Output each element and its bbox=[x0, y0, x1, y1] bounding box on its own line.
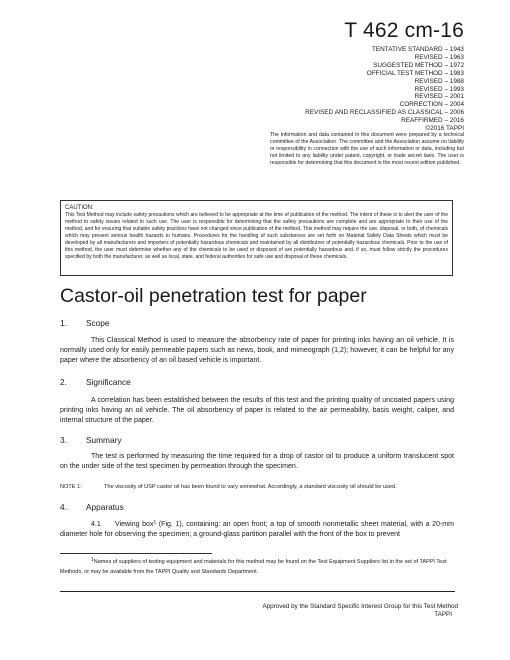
section-text-significance bbox=[60, 396, 454, 427]
paragraph-text: This Classical Method is used to measure the absorbency rate of paper for printing inks having an oil vehicle. It is normally used only for easily permeable papers such as news, book, and mimeograph (1,2); however, it can be helpful for any paper where the absorbency of an oil based vehicle is important. bbox=[60, 337, 454, 365]
footnote-reference[interactable]: 1 bbox=[153, 520, 157, 526]
section-heading-apparatus bbox=[60, 502, 124, 512]
history-line: OFFICIAL TEST METHOD – 1983 bbox=[366, 69, 464, 77]
section-number: 1. bbox=[60, 318, 67, 328]
note-text: The viscosity of USP castor oil has been found to vary somewhat. Accordingly, a standard viscosity oil should be used. bbox=[104, 484, 397, 490]
paragraph-text: A correlation has been established between the results of this test and the printing quality of uncoated papers using printing inks having an oil vehicle. The oil absorbency of paper is related to the air permeability, basis weight, caliper, and internal structure of the paper. bbox=[60, 397, 454, 425]
caution-label: CAUTION: bbox=[65, 205, 94, 211]
section-title: Scope bbox=[86, 318, 110, 328]
section-number: 2. bbox=[60, 377, 67, 387]
document-number: T 462 cm-16 bbox=[344, 19, 464, 42]
history-line: CORRECTION – 2004 bbox=[399, 101, 464, 109]
history-line: REVISED AND RECLASSIFIED AS CLASSICAL – 2006 bbox=[305, 109, 464, 117]
paragraph-text: The test is performed by measuring the time required for a drop of castor oil to produce a uniform translucent spot on the under side of the test specimen by permeation through the specimen. bbox=[60, 453, 454, 471]
caution-box bbox=[60, 200, 453, 276]
note-label: NOTE 1: bbox=[60, 484, 82, 490]
note-1 bbox=[60, 484, 460, 491]
apparatus-item-4-1 bbox=[60, 520, 454, 540]
footer-organization: TAPPI bbox=[434, 611, 452, 618]
history-line: REVISED – 2001 bbox=[414, 93, 464, 101]
section-title: Apparatus bbox=[86, 502, 124, 512]
document-title: Castor-oil penetration test for paper bbox=[60, 285, 367, 307]
item-text: Viewing box bbox=[115, 521, 154, 528]
section-text-scope bbox=[60, 336, 454, 367]
history-line: REVISED – 1993 bbox=[414, 85, 464, 93]
disclaimer-text: The information and data contained in this document were prepared by a technical committee of the Association. The committee and the Association assume no liability or responsibility in connection with the use of such information or data, including but not limited to any liability under patent, copyright, or trade secret laws. The user is responsible for determining that this document is the most recent edition published. bbox=[270, 132, 464, 166]
history-line: REVISED – 1963 bbox=[414, 53, 464, 61]
footer-approval-text: Approved by the Standard Specific Interest Group for this Test Method bbox=[262, 603, 458, 610]
section-heading-scope bbox=[60, 318, 110, 328]
footnote-text: Names of suppliers of testing equipment and materials for this method may be found on the Test Equipment Suppliers list in the set of TAPPI Test Methods, or may be available from the TAPPI Quality and Standards Department. bbox=[60, 559, 447, 575]
section-title: Summary bbox=[86, 435, 122, 445]
section-heading-significance bbox=[60, 377, 131, 387]
footnote bbox=[60, 558, 454, 577]
footnote-divider bbox=[60, 553, 212, 554]
item-text-continued: (Fig. 1), containing: an open front; a top of smooth nonmetallic sheet material, with a 20-mm diameter hole for observing the specimen; a ground-glass partition parallel with the front of the box to prevent bbox=[60, 521, 454, 539]
footer-divider bbox=[60, 591, 455, 592]
history-line: SUGGESTED METHOD – 1972 bbox=[373, 61, 464, 69]
section-heading-summary bbox=[60, 435, 122, 445]
footnote-marker: 1 bbox=[91, 557, 94, 563]
section-number: 4. bbox=[60, 502, 67, 512]
copyright-line: ©2016 TAPPI bbox=[425, 125, 464, 133]
history-line: TENTATIVE STANDARD – 1943 bbox=[372, 46, 464, 53]
history-line: REVISED – 1988 bbox=[414, 77, 464, 85]
caution-text: This Test Method may include safety precautions which are believed to be appropriate at the time of publication of the method. The intent of these is to alert the user of the method to safety issues related to such use. The user is responsible for determining that the safety precautions are complete and are appropriate to their use of the method, and for ensuring that suitable safety practices have not changed since publication of the method. This method may require the use, disposal, or both, of chemicals which may present serious health hazards to humans. Procedures for the handling of such substances are set forth on Material Safety Data Sheets which must be developed by all manufacturers and importers of potentially hazardous chemicals and maintained by all distributors of potentially hazardous chemicals. Prior to the use of this method, the user must determine whether any of the chemicals to be used or disposed of are potentially hazardous and, if so, must follow strictly the procedures specified by both the manufacturer, as well as local, state, and federal authorities for safe use and disposal of these chemicals. bbox=[65, 212, 448, 260]
item-number: 4.1 bbox=[91, 521, 101, 528]
section-number: 3. bbox=[60, 435, 67, 445]
section-title: Significance bbox=[86, 377, 131, 387]
history-line: REAFFIRMED – 2016 bbox=[401, 117, 464, 125]
revision-history bbox=[204, 46, 464, 133]
section-text-summary bbox=[60, 452, 454, 472]
